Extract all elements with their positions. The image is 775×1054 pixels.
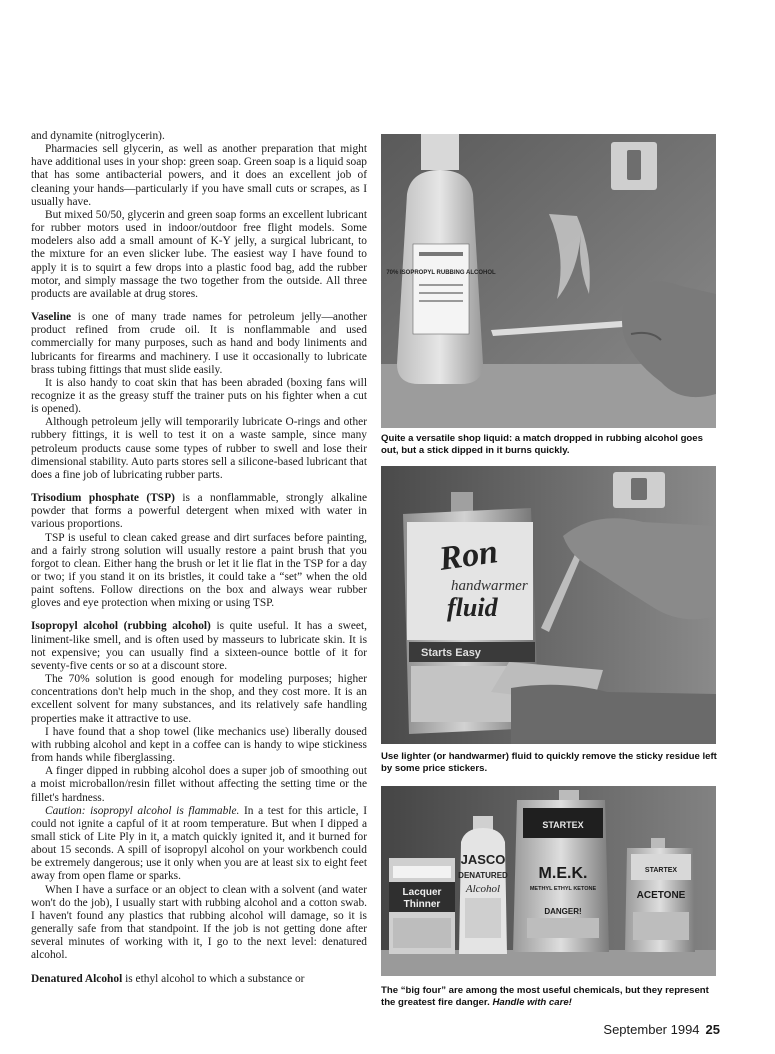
photo-big-four-art	[381, 786, 716, 976]
caption-emphasis: Handle with care!	[492, 997, 572, 1008]
term-tsp: Trisodium phosphate (TSP)	[31, 492, 175, 505]
term-isopropyl: Isopropyl alcohol (rubbing alcohol)	[31, 620, 211, 633]
photo1-caption: Quite a versatile shop liquid: a match dropped in rubbing alcohol goes out, but a stick dipped in it burns quickly.	[381, 433, 703, 456]
section-tsp	[31, 492, 367, 531]
article-column	[31, 130, 367, 986]
paragraph-text: is quite useful. It has a sweet, liniment-like smell, and is often used by masseurs to lubricate skin. It is not expensive; you can usually find a sixteen-ounce bottle of it for seventy-five cents or so at a discount store.	[31, 620, 367, 672]
can-sub: handwarmer	[451, 578, 528, 594]
photo-handwarmer-art	[381, 466, 716, 744]
paragraph-text: is ethyl alcohol to which a substance or	[122, 972, 305, 985]
section-vaseline	[31, 311, 367, 377]
can4-title: ACETONE	[636, 890, 686, 901]
paragraph: and dynamite (nitroglycerin).	[31, 130, 165, 142]
paragraph-text: is a nonflammable, strongly alkaline powder that forms a powerful detergent when mixed with water in various proportions.	[31, 492, 368, 531]
section-denatured	[31, 973, 367, 986]
caution-text: Caution: isopropyl alcohol is flammable.	[45, 804, 240, 817]
paragraph: It is also handy to coat skin that has been abraded (boxing fans will recognize it as the greasy stuff the trainer puts on his fighter when a cut is opened).	[31, 376, 367, 416]
paragraph: But mixed 50/50, glycerin and green soap forms an excellent lubricant for rubber motors used in indoor/outdoor free flight models. Some modelers also add a small amount of K-Y jelly, a surgical lubricant, to the mixture for an even slicker lube. The easiest way I have found to apply it is to squirt a few drops into a plastic food bag, add the rubber motor, and simply massage the two together from the outside. All three products are available at drug stores.	[31, 208, 367, 300]
paragraph: When I have a surface or an object to clean with a solvent (and water won't do the job), I usually start with rubbing alcohol and a cotton swab. I haven't found any plastics that rubbing alcohol will damage, so it is generally safe from that standpoint. If the job is not getting done after several minutes of working with it, I go to the next level: denatured alcohol.	[31, 883, 367, 962]
bottle-line1: DENATURED	[458, 871, 508, 880]
paragraph: A finger dipped in rubbing alcohol does a super job of smoothing out a moist microballon/resin fillet without affecting the setting time or the fillet's hardness.	[31, 765, 367, 804]
paragraph: The 70% solution is good enough for modeling purposes; higher concentrations don't help much in the shop, and they cost more. It is an excellent solvent for many substances, and its relatively safe handling properties make it attractive to use.	[31, 673, 367, 725]
can3-title: M.E.K.	[538, 865, 588, 882]
bottle-label: 70% ISOPROPYL RUBBING ALCOHOL	[386, 270, 496, 276]
can3-warn: DANGER!	[544, 907, 582, 916]
bottle-brand: JASCO	[460, 852, 506, 867]
paragraph: I have found that a shop towel (like mechanics use) liberally doused with rubbing alcohol and kept in a coffee can is handy to wipe stickiness from hands while fiberglassing.	[31, 725, 367, 765]
can-band: Starts Easy	[421, 647, 481, 659]
photo3-caption	[381, 985, 719, 1009]
can1-line2: Thinner	[403, 899, 441, 910]
paragraph-text: is one of many trade names for petroleum jelly—another product refined from crude oil. It is nonflammable and used commercially for many purposes, such as hand and body liniments and lubricants for firearms and machinery. I use it occasionally to lubricate brass tubing fittings that must slide easily.	[31, 311, 367, 376]
issue-date: September 1994	[603, 1022, 700, 1037]
caution-paragraph	[31, 805, 367, 884]
term-vaseline: Vaseline	[31, 311, 72, 324]
term-denatured: Denatured Alcohol	[31, 972, 123, 985]
page-footer	[560, 1022, 720, 1037]
photo2-caption: Use lighter (or handwarmer) fluid to quickly remove the sticky residue left by some price stickers.	[381, 751, 717, 774]
photo-rubbing-alcohol	[381, 134, 716, 428]
can3-sub: METHYL ETHYL KETONE	[529, 886, 597, 892]
section-isopropyl	[31, 620, 367, 673]
paragraph: Pharmacies sell glycerin, as well as another preparation that might have additional uses in your shop: green soap. Green soap is a liquid soap that has some antibacterial powers, and it does an excellent job of cleaning your hands—particularly if you have small cuts or scrapes, as I usually have.	[31, 143, 367, 208]
caption-main: The “big four” are among the most useful chemicals, but they represent the greatest fire danger.	[381, 985, 709, 1008]
can-brand: Ron	[436, 533, 501, 578]
photo-big-four	[381, 786, 716, 976]
can4-brand: STARTEX	[644, 867, 678, 874]
can-word: fluid	[447, 593, 498, 622]
can3-brand: STARTEX	[542, 820, 584, 830]
photo-rubbing-alcohol-art	[381, 134, 716, 428]
photo-handwarmer-fluid	[381, 466, 716, 744]
paragraph: Although petroleum jelly will temporarily lubricate O-rings and other rubbery fittings, it is well to test it on a waste sample, since many petroleum products cause some types of rubber to swell and lose their dimensional stability. Auto parts stores sell a silicone-based lubricant that does a fine job of lubricating rubber parts.	[31, 416, 367, 481]
paragraph: TSP is useful to clean caked grease and dirt surfaces before painting, and a fairly strong solution will usually restore a paint brush that you forgot to clean. Either hang the brush or let it lie flat in the TSP for a day or two; if you stand it on its bristles, it could take a “set” when the old paint softens. Follow directions on the box and always wear rubber gloves and eye protection when mixing or using TSP.	[31, 531, 367, 610]
page-number: 25	[705, 1022, 720, 1037]
paragraph-text: In a test for this article, I could not ignite a capful of it at room temperature. But when I dipped a small stick of Lite Ply in it, a match quickly ignited it, and it burned for about 15 seconds. A spill of isopropyl alcohol on your workbench could be extremely dangerous; use it only when you are at least six to eight feet away from open flame or sparks.	[31, 804, 367, 883]
can1-line1: Lacquer	[402, 887, 442, 898]
bottle-line2: Alcohol	[465, 883, 501, 895]
